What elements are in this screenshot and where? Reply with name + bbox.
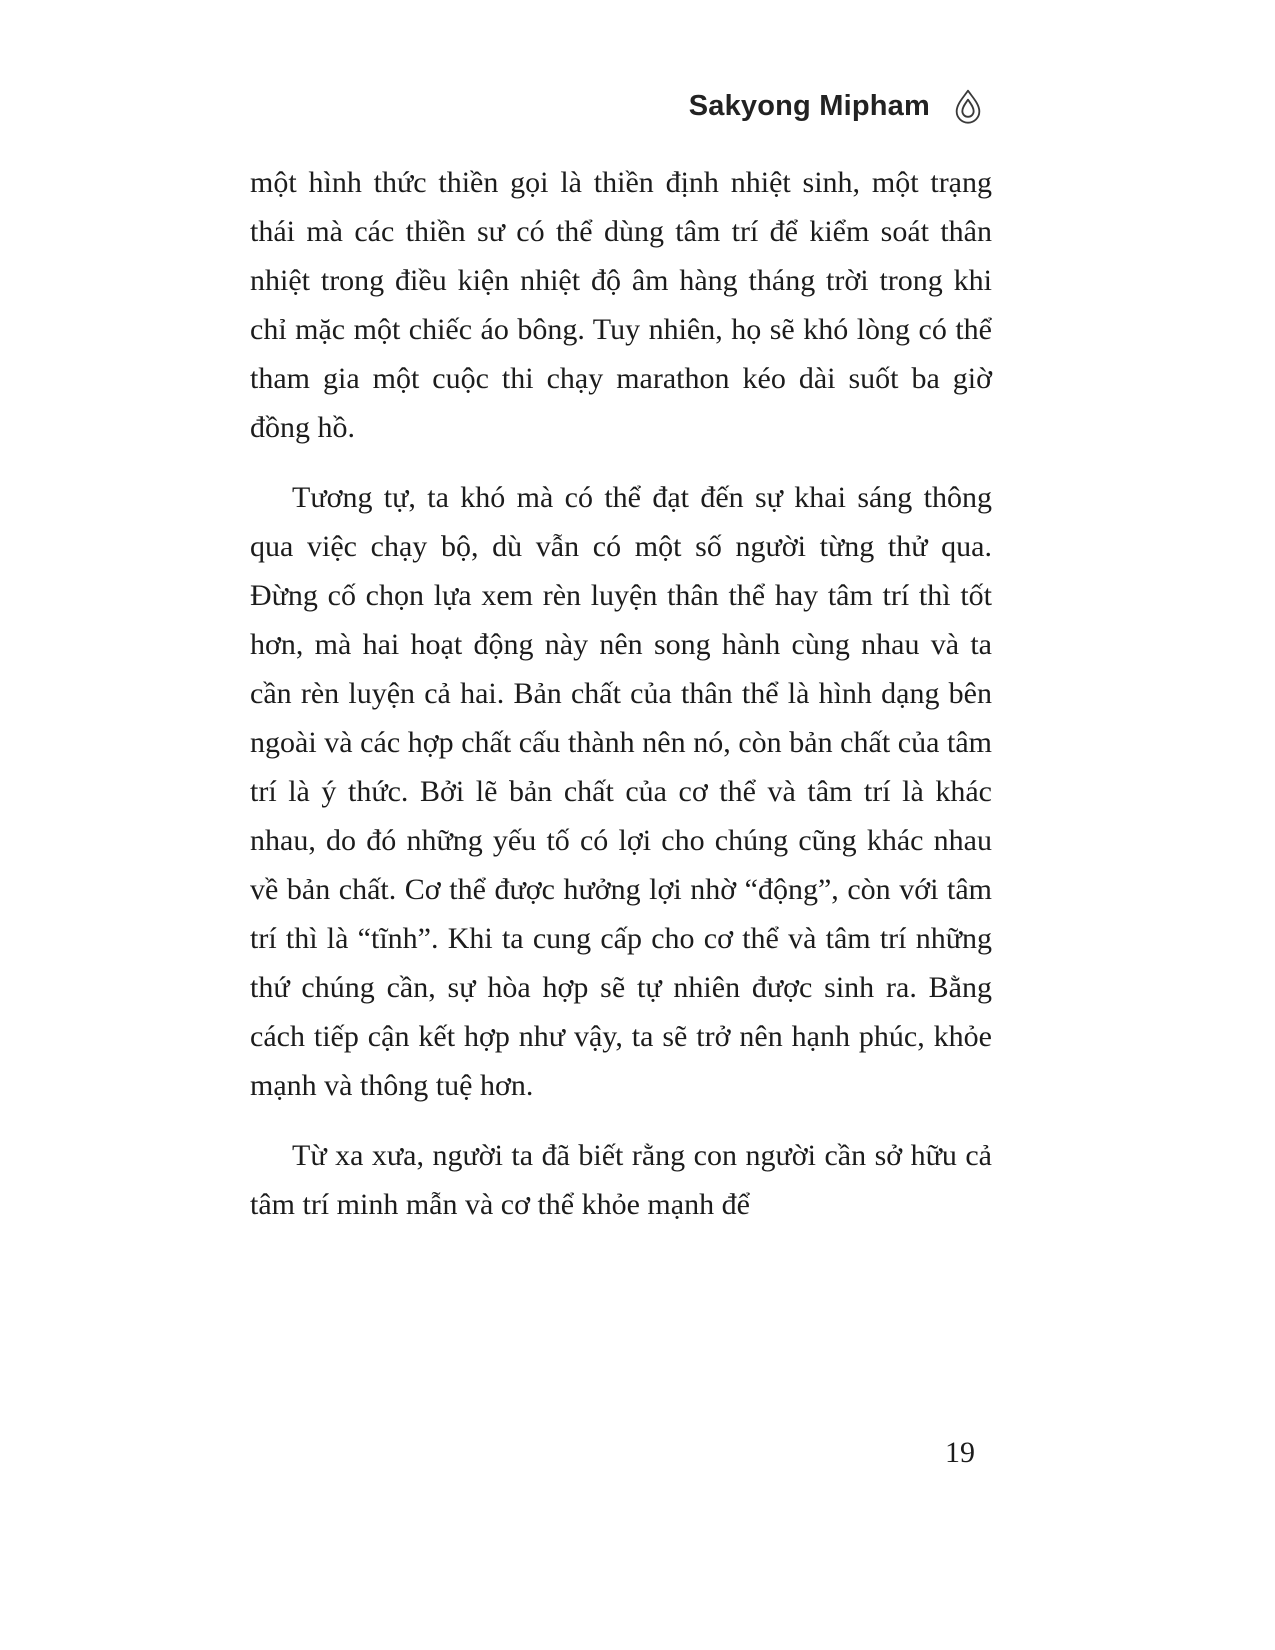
author-name: Sakyong Mipham <box>688 89 930 122</box>
paragraph-1: một hình thức thiền gọi là thiền định nhiệt sinh, một trạng thái mà các thiền sư có thể dùng tâm trí để kiểm soát thân nhiệt trong điều kiện nhiệt độ âm hàng tháng trời trong khi chỉ mặc một chiếc áo bông. Tuy nhiên, họ sẽ khó lòng có thể tham gia một cuộc thi chạy marathon kéo dài suốt ba giờ đồng hồ. <box>250 166 992 444</box>
page-number: 19 <box>945 1436 975 1469</box>
page-header <box>689 84 990 128</box>
paragraph-3: Từ xa xưa, người ta đã biết rằng con người cần sở hữu cả tâm trí minh mẫn và cơ thể khỏe mạnh để <box>250 1139 992 1221</box>
paragraph-2: Tương tự, ta khó mà có thể đạt đến sự khai sáng thông qua việc chạy bộ, dù vẫn có một số người từng thử qua. Đừng cố chọn lựa xem rèn luyện thân thể hay tâm trí thì tốt hơn, mà hai hoạt động này nên song hành cùng nhau và ta cần rèn luyện cả hai. Bản chất của thân thể là hình dạng bên ngoài và các hợp chất cấu thành nên nó, còn bản chất của tâm trí là ý thức. Bởi lẽ bản chất của cơ thể và tâm trí là khác nhau, do đó những yếu tố có lợi cho chúng cũng khác nhau về bản chất. Cơ thể được hưởng lợi nhờ “động”, còn với tâm trí thì là “tĩnh”. Khi ta cung cấp cho cơ thể và tâm trí những thứ chúng cần, sự hòa hợp sẽ tự nhiên được sinh ra. Bằng cách tiếp cận kết hợp như vậy, ta sẽ trở nên hạnh phúc, khỏe mạnh và thông tuệ hơn. <box>250 481 992 1102</box>
lotus-drop-icon <box>946 84 990 128</box>
body-text <box>250 158 992 1250</box>
